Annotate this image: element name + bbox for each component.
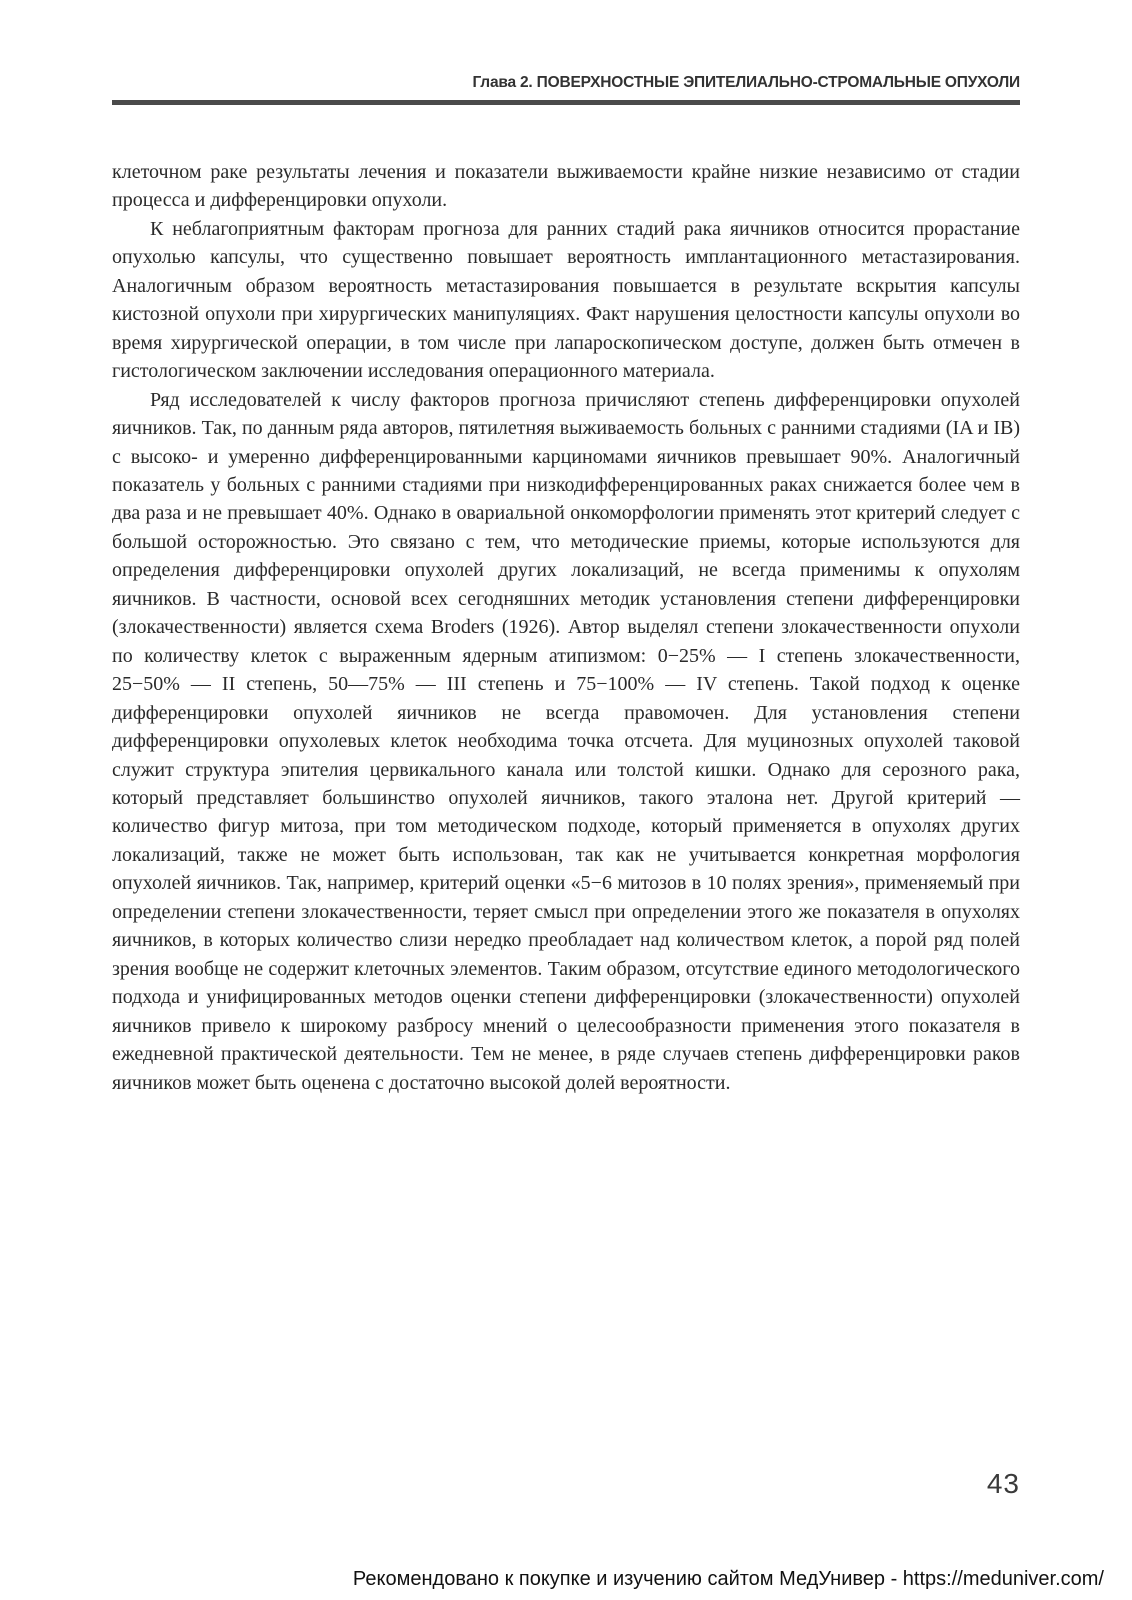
running-header: Глава 2. ПОВЕРХНОСТНЫЕ ЭПИТЕЛИАЛЬНО-СТРОМАЛЬНЫЕ ОПУХОЛИ bbox=[472, 74, 1020, 91]
body-text bbox=[112, 158, 1020, 1097]
paragraph-differentiation-grade: Ряд исследователей к числу факторов прогноза причисляют степень дифференцировки опухолей яичников. Так, по данным ряда авторов, пятилетняя выживаемость больных с ранними стадиями (IA и IB) с высоко- и умеренно дифференцированными карциномами яичников превышает 90%. Аналогичный показатель у больных с ранними стадиями при низкодифференцированных раках снижается более чем в два раза и не превышает 40%. Однако в овариальной онкоморфологии применять этот критерий следует с большой осторожностью. Это связано с тем, что методические приемы, которые используются для определения дифференцировки опухолей других локализаций, не всегда применимы к опухолям яичников. В частности, основой всех сегодняшних методик установления степени дифференцировки (злокачественности) является схема Broders (1926). Автор выделял степени злокачественности опухоли по количеству клеток с выраженным ядерным атипизмом: 0−25% — I степень злокачественности, 25−50% — II степень, 50—75% — III степень и 75−100% — IV степень. Такой подход к оценке дифференцировки опухолей яичников не всегда правомочен. Для установления степени дифференцировки опухолевых клеток необходима точка отсчета. Для муцинозных опухолей таковой служит структура эпителия цервикального канала или толстой кишки. Однако для серозного рака, который представляет большинство опухолей яичников, такого эталона нет. Другой критерий — количество фигур митоза, при том методическом подходе, который применяется в опухолях других локализаций, также не может быть использован, так как не учитывается конкретная морфология опухолей яичников. Так, например, критерий оценки «5−6 митозов в 10 полях зрения», применяемый при определении степени злокачественности, теряет смысл при определении этого же показателя в опухолях яичников, в которых количество слизи нередко преобладает над количеством клеток, а порой ряд полей зрения вообще не содержит клеточных элементов. Таким образом, отсутствие единого методологического подхода и унифицированных методов оценки степени дифференцировки (злокачественности) опухолей яичников привело к широкому разбросу мнений о целесообразности применения этого показателя в ежедневной практической деятельности. Тем не менее, в ряде случаев степень дифференцировки раков яичников может быть оценена с достаточно высокой долей вероятности. bbox=[112, 388, 1020, 1094]
page-number: 43 bbox=[986, 1468, 1020, 1499]
paragraph-continuation: клеточном раке результаты лечения и показатели выживаемости крайне низкие независимо от стадии процесса и дифференцировки опухоли. bbox=[112, 161, 1020, 212]
paragraph-prognosis-factors: К неблагоприятным факторам прогноза для ранних стадий рака яичников относится прорастание опухолью капсулы, что существенно повышает вероятность имплантационного метастазирования. Аналогичным образом вероятность метастазирования повышается в результате вскрытия капсулы кистозной опухоли при хирургических манипуляциях. Факт нарушения целостности капсулы опухоли во время хирургической операции, в том числе при лапароскопическом доступе, должен быть отмечен в гистологическом заключении исследования операционного материала. bbox=[112, 217, 1020, 383]
header-rule bbox=[112, 100, 1020, 105]
footer-recommendation: Рекомендовано к покупке и изучению сайтом МедУнивер - https://meduniver.com/ bbox=[352, 1568, 1104, 1590]
